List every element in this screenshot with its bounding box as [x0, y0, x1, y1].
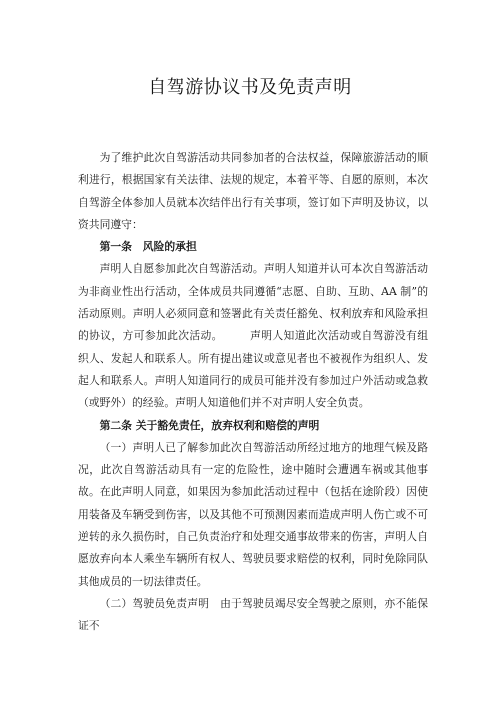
document-body	[78, 147, 428, 638]
article-2-paragraph-2: （二）驾驶员免责声明 由于驾驶员竭尽安全驾驶之原则，亦不能保证不	[78, 596, 428, 633]
intro-paragraph: 为了维护此次自驾游活动共同参加者的合法权益，保障旅游活动的顺利进行，根据国家有关法律、法规的规定，本着平等、自愿的原则，本次自驾游全体参加人员就本次结伴出行有关事项，签订如下声明及协议，以资共同遵守：	[78, 151, 428, 231]
document-title: 自驾游协议书及免责声明	[148, 77, 352, 98]
article-1-heading: 第一条 风险的承担	[99, 240, 197, 254]
article-1-para-2: 声明人知道此次活动或自驾游没有组织人、发起人和联系人。所有提出建议或意见者也不被视作为组织人、发起人和联系人。声明人知道同行的成员可能并没有参加过户外活动或急救（或野外）的经验。声明人知道他们并不对声明人安全负责。	[78, 329, 429, 410]
article-2-heading: 第二条 关于豁免责任，放弃权利和赔偿的声明	[99, 418, 320, 432]
article-1-paragraph	[78, 258, 428, 414]
article-1-para-1: 声明人自愿参加此次自驾游活动。声明人知道并认可本次自驾游活动为非商业性出行活动，全体成员共同遵循“志愿、自助、互助、AA 制”的活动原则。声明人必须同意和签署此有关责任豁免、权利放弃和风险承担的协议，方可参加此次活动。	[78, 262, 428, 343]
article-2-paragraph-1: （一）声明人已了解参加此次自驾游活动所经过地方的地理气候及路况，此次自驾游活动具有一定的危险性，途中随时会遭遇车祸或其他事故。在此声明人同意，如果因为参加此活动过程中（包括在途阶段）因使用装备及车辆受到伤害，以及其他不可预测因素而造成声明人伤亡或不可逆转的永久损伤时，自己负责治疗和处理交通事故带来的伤害，声明人自愿放弃向本人乘坐车辆所有权人、驾驶员要求赔偿的权利，同时免除同队其他成员的一切法律责任。	[78, 440, 428, 588]
